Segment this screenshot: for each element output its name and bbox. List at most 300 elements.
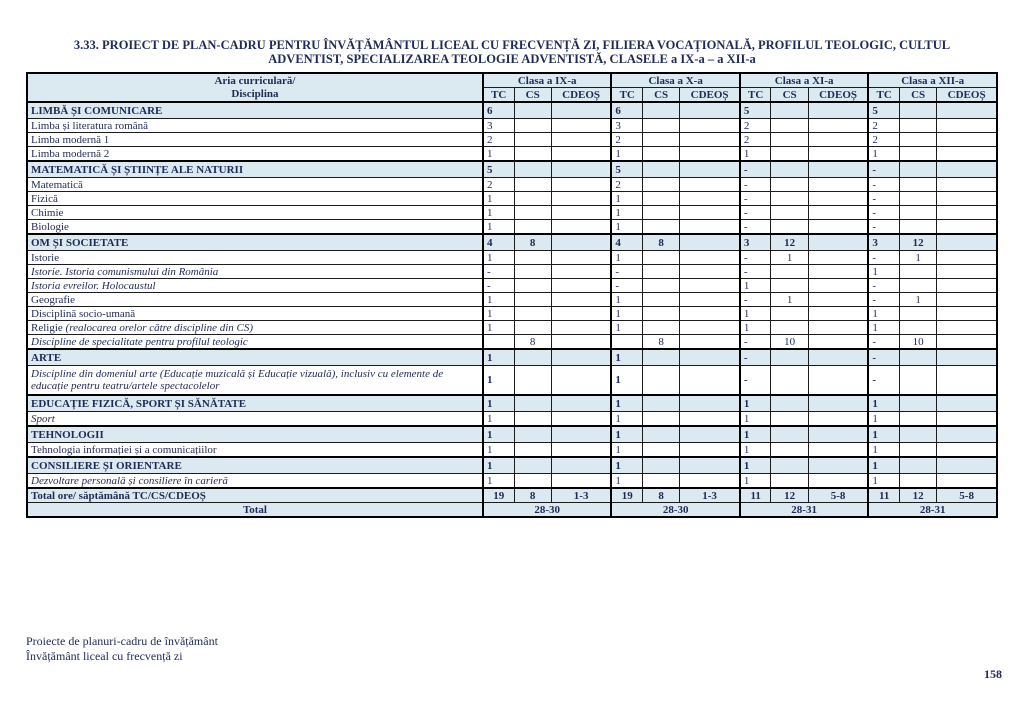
discipline-row (27, 335, 997, 350)
cell-cdeos (808, 119, 868, 133)
grand-total-cell: 28-31 (740, 503, 868, 518)
cell-cdeos (937, 251, 997, 265)
cell-cdeos (937, 474, 997, 489)
cell-tc: 1 (868, 265, 899, 279)
row-label: Disciplină socio-umană (31, 307, 136, 320)
cell-cdeos (551, 443, 611, 458)
cell-tc: 1 (483, 321, 514, 335)
cell-cdeos (551, 119, 611, 133)
cell-tc: 1 (483, 443, 514, 458)
cell-cs (514, 395, 551, 412)
cell-cdeos (680, 192, 740, 206)
cell-cdeos (551, 426, 611, 443)
discipline-row (27, 443, 997, 458)
discipline-name (27, 443, 483, 458)
subheader-tc: TC (868, 88, 899, 103)
cell-cdeos (808, 443, 868, 458)
cell-cdeos (808, 133, 868, 147)
cell-cdeos (937, 102, 997, 119)
total-cell: 12 (899, 488, 936, 503)
cell-tc: 1 (611, 474, 642, 489)
row-label: EDUCAȚIE FIZICĂ, SPORT ȘI SĂNĂTATE (31, 397, 247, 410)
cell-tc: - (740, 206, 771, 220)
cell-cs (899, 474, 936, 489)
cell-tc: 1 (868, 395, 899, 412)
cell-cs: 12 (899, 234, 936, 251)
cell-cs (514, 474, 551, 489)
cell-cs (899, 443, 936, 458)
cell-cs (643, 147, 680, 162)
category-row (27, 426, 997, 443)
cell-cs: 8 (643, 234, 680, 251)
cell-cdeos (808, 178, 868, 192)
discipline-row (27, 133, 997, 147)
subheader-tc: TC (611, 88, 642, 103)
cell-cdeos (680, 426, 740, 443)
cell-cdeos (680, 161, 740, 178)
discipline-name (27, 206, 483, 220)
cell-cdeos (551, 161, 611, 178)
cell-tc: 1 (740, 147, 771, 162)
discipline-row (27, 206, 997, 220)
cell-cs (514, 265, 551, 279)
cell-tc: 1 (611, 307, 642, 321)
cell-cdeos (937, 307, 997, 321)
discipline-name (27, 293, 483, 307)
cell-cdeos (937, 293, 997, 307)
cell-cdeos (937, 119, 997, 133)
row-label: Istoria evreilor. Holocaustul (31, 279, 156, 292)
discipline-name (27, 366, 483, 396)
cell-cs (514, 161, 551, 178)
cell-cdeos (937, 443, 997, 458)
totals-row (27, 488, 997, 503)
cell-cs (643, 307, 680, 321)
cell-cs (771, 161, 808, 178)
cell-tc: 2 (740, 119, 771, 133)
cell-cs: 8 (643, 335, 680, 350)
discipline-row (27, 178, 997, 192)
cell-cs (899, 133, 936, 147)
cell-cdeos (680, 279, 740, 293)
cell-cs (643, 349, 680, 366)
cell-cs (899, 206, 936, 220)
grand-total-row (27, 503, 997, 518)
cell-cs (643, 133, 680, 147)
cell-cs (771, 220, 808, 235)
discipline-name (27, 147, 483, 162)
category-name (27, 349, 483, 366)
discipline-row (27, 192, 997, 206)
cell-tc: - (740, 366, 771, 396)
cell-cdeos (680, 443, 740, 458)
row-label: Limba modernă 1 (31, 133, 110, 146)
cell-cs (643, 321, 680, 335)
discipline-name (27, 251, 483, 265)
total-cell: 8 (643, 488, 680, 503)
cell-cdeos (808, 457, 868, 474)
cell-tc: 3 (868, 234, 899, 251)
row-label: ARTE (31, 351, 62, 364)
cell-tc: 2 (483, 178, 514, 192)
cell-cs (899, 178, 936, 192)
header-class-x: Clasa a X-a (611, 73, 739, 88)
cell-tc: 1 (611, 220, 642, 235)
cell-cs: 1 (771, 251, 808, 265)
cell-tc: 1 (611, 412, 642, 427)
category-name (27, 457, 483, 474)
cell-tc: 2 (611, 178, 642, 192)
cell-tc: 4 (611, 234, 642, 251)
total-cell: 8 (514, 488, 551, 503)
discipline-name (27, 220, 483, 235)
discipline-row (27, 251, 997, 265)
category-row (27, 161, 997, 178)
cell-tc: - (740, 349, 771, 366)
cell-tc: - (868, 366, 899, 396)
cell-cs (514, 147, 551, 162)
cell-cdeos (937, 220, 997, 235)
row-label: TEHNOLOGII (31, 428, 104, 441)
cell-cdeos (551, 395, 611, 412)
cell-cs (771, 279, 808, 293)
cell-cs (643, 412, 680, 427)
cell-cdeos (680, 220, 740, 235)
cell-tc: 1 (611, 293, 642, 307)
cell-tc: - (868, 349, 899, 366)
cell-cdeos (680, 133, 740, 147)
row-label: Tehnologia informației și a comunicațiilor (31, 443, 217, 456)
cell-cs (643, 161, 680, 178)
cell-cdeos (937, 133, 997, 147)
cell-tc: 1 (868, 321, 899, 335)
grand-total-cell: 28-30 (483, 503, 611, 518)
cell-tc: 1 (483, 293, 514, 307)
cell-tc: 1 (483, 457, 514, 474)
discipline-name (27, 265, 483, 279)
cell-tc: 1 (740, 457, 771, 474)
header-class-ix: Clasa a IX-a (483, 73, 611, 88)
cell-cdeos (937, 366, 997, 396)
cell-tc: 1 (740, 307, 771, 321)
subheader-cdeoș: CDEOȘ (808, 88, 868, 103)
cell-tc: 1 (483, 307, 514, 321)
cell-cdeos (680, 457, 740, 474)
cell-cdeos (551, 234, 611, 251)
discipline-name (27, 279, 483, 293)
cell-cdeos (808, 321, 868, 335)
cell-cdeos (680, 366, 740, 396)
cell-cdeos (680, 251, 740, 265)
cell-cdeos (551, 335, 611, 350)
cell-cs (899, 192, 936, 206)
cell-tc: 1 (740, 321, 771, 335)
category-name (27, 395, 483, 412)
cell-cdeos (937, 279, 997, 293)
cell-tc: - (740, 161, 771, 178)
cell-cs: 8 (514, 234, 551, 251)
cell-cdeos (937, 192, 997, 206)
row-label: Dezvoltare personală și consiliere în carieră (31, 474, 228, 487)
cell-cdeos (808, 220, 868, 235)
row-label: Discipline de specialitate pentru profilul teologic (31, 335, 248, 348)
cell-cdeos (551, 307, 611, 321)
cell-tc: 6 (611, 102, 642, 119)
cell-tc: 1 (740, 443, 771, 458)
cell-cs (514, 220, 551, 235)
row-label: Biologie (31, 220, 69, 233)
cell-tc: 5 (740, 102, 771, 119)
subheader-cs: CS (643, 88, 680, 103)
discipline-row (27, 220, 997, 235)
category-name (27, 161, 483, 178)
cell-cdeos (680, 321, 740, 335)
cell-tc: - (740, 265, 771, 279)
discipline-name (27, 119, 483, 133)
cell-cdeos (680, 119, 740, 133)
category-name (27, 234, 483, 251)
cell-cs (899, 307, 936, 321)
cell-tc: 6 (483, 102, 514, 119)
subheader-cdeoș: CDEOȘ (937, 88, 997, 103)
cell-cs: 10 (899, 335, 936, 350)
footer-line-2: Învățământ liceal cu frecvență zi (26, 649, 183, 663)
cell-cs (514, 206, 551, 220)
subheader-tc: TC (483, 88, 514, 103)
cell-tc: - (740, 220, 771, 235)
cell-cdeos (937, 206, 997, 220)
cell-cdeos (937, 321, 997, 335)
subheader-cs: CS (771, 88, 808, 103)
cell-cdeos (808, 293, 868, 307)
cell-tc: - (740, 178, 771, 192)
cell-tc: - (483, 265, 514, 279)
cell-tc: 1 (611, 206, 642, 220)
cell-tc: - (740, 251, 771, 265)
cell-cs (771, 395, 808, 412)
cell-tc: - (868, 220, 899, 235)
total-cell: 5-8 (937, 488, 997, 503)
cell-cdeos (808, 234, 868, 251)
discipline-row (27, 119, 997, 133)
discipline-row (27, 321, 997, 335)
cell-cdeos (808, 265, 868, 279)
cell-cdeos (680, 293, 740, 307)
cell-cs (771, 192, 808, 206)
cell-cs (643, 366, 680, 396)
cell-tc: 5 (868, 102, 899, 119)
row-label: Istorie. Istoria comunismului din România (31, 265, 219, 278)
discipline-name (27, 412, 483, 427)
cell-cdeos (680, 147, 740, 162)
cell-cs (899, 102, 936, 119)
header-discipline (27, 73, 483, 102)
cell-cs (899, 147, 936, 162)
cell-cs (643, 192, 680, 206)
row-label: Geografie (31, 293, 75, 306)
cell-tc: 1 (740, 279, 771, 293)
cell-tc: 3 (611, 119, 642, 133)
cell-cdeos (937, 234, 997, 251)
row-label: MATEMATICĂ ȘI ȘTIINȚE ALE NATURII (31, 163, 244, 176)
discipline-name (27, 321, 483, 335)
total-cell: 1-3 (680, 488, 740, 503)
cell-cdeos (808, 251, 868, 265)
cell-cs (771, 457, 808, 474)
cell-tc: - (740, 335, 771, 350)
cell-cs (643, 220, 680, 235)
discipline-name (27, 335, 483, 350)
cell-cs: 12 (771, 234, 808, 251)
cell-cs (899, 220, 936, 235)
row-label: Limba modernă 2 (31, 147, 110, 160)
row-label: Religie (31, 321, 63, 334)
cell-cdeos (937, 412, 997, 427)
cell-cs (771, 412, 808, 427)
discipline-row (27, 279, 997, 293)
cell-cs (771, 147, 808, 162)
cell-tc: - (868, 279, 899, 293)
discipline-name (27, 307, 483, 321)
cell-cdeos (680, 265, 740, 279)
discipline-row (27, 147, 997, 162)
cell-tc: 1 (868, 147, 899, 162)
cell-cdeos (551, 265, 611, 279)
cell-tc: 1 (868, 412, 899, 427)
cell-tc: - (740, 192, 771, 206)
cell-tc: 1 (483, 412, 514, 427)
cell-cs (899, 119, 936, 133)
discipline-row (27, 412, 997, 427)
row-label: Sport (31, 412, 55, 425)
cell-tc: 2 (740, 133, 771, 147)
cell-tc: 1 (483, 426, 514, 443)
cell-cdeos (551, 192, 611, 206)
cell-cs (514, 293, 551, 307)
discipline-row (27, 307, 997, 321)
cell-cs (771, 178, 808, 192)
cell-cs (899, 457, 936, 474)
header-class-xii: Clasa a XII-a (868, 73, 997, 88)
cell-cs (514, 251, 551, 265)
cell-tc: 3 (740, 234, 771, 251)
page-title: 3.33. PROIECT DE PLAN-CADRU PENTRU ÎNVĂȚĂMÂNTUL LICEAL CU FRECVENȚĂ ZI, FILIERA VOCAȚIONALĂ, PROFILUL TEOLOGIC, CULTUL ADVENTIST, SPECIALIZAREA TEOLOGIE ADVENTISTĂ, CLASELE a IX-a – a XII-a (73, 38, 951, 66)
cell-tc: 3 (483, 119, 514, 133)
cell-cs (643, 279, 680, 293)
subheader-tc: TC (740, 88, 771, 103)
cell-cs (514, 366, 551, 396)
row-label: Matematică (31, 178, 83, 191)
discipline-name (27, 133, 483, 147)
category-row (27, 457, 997, 474)
grand-total-cell: 28-31 (868, 503, 997, 518)
cell-cs (771, 265, 808, 279)
cell-cs (771, 206, 808, 220)
cell-cs (899, 349, 936, 366)
cell-tc: 1 (868, 443, 899, 458)
cell-cdeos (808, 102, 868, 119)
cell-tc: 1 (611, 443, 642, 458)
subheader-cdeoș: CDEOȘ (680, 88, 740, 103)
cell-cs (771, 307, 808, 321)
cell-cs (899, 265, 936, 279)
cell-cdeos (680, 102, 740, 119)
cell-tc: 1 (483, 251, 514, 265)
cell-cs (514, 349, 551, 366)
discipline-row (27, 293, 997, 307)
cell-cs (899, 426, 936, 443)
cell-cs (514, 412, 551, 427)
cell-cs (643, 457, 680, 474)
cell-tc: 1 (483, 366, 514, 396)
page-number: 158 (984, 667, 1002, 681)
cell-tc: - (611, 279, 642, 293)
cell-cs (771, 366, 808, 396)
cell-cs (899, 321, 936, 335)
cell-cdeos (808, 426, 868, 443)
cell-cdeos (551, 321, 611, 335)
cell-cs (514, 307, 551, 321)
cell-cs: 10 (771, 335, 808, 350)
row-label-note: (realocarea orelor către discipline din CS) (62, 321, 254, 334)
totals-label: Total ore/ săptămână TC/CS/CDEOȘ (27, 488, 483, 503)
cell-tc: - (868, 251, 899, 265)
cell-cdeos (808, 335, 868, 350)
cell-cdeos (808, 474, 868, 489)
cell-cs: 1 (771, 293, 808, 307)
cell-cdeos (551, 457, 611, 474)
cell-cdeos (551, 133, 611, 147)
cell-cs (514, 119, 551, 133)
cell-cs (899, 366, 936, 396)
cell-cs (643, 293, 680, 307)
cell-tc: 1 (483, 349, 514, 366)
cell-cdeos (937, 178, 997, 192)
cell-cs (643, 443, 680, 458)
cell-cs (899, 279, 936, 293)
cell-tc: 5 (611, 161, 642, 178)
cell-tc: 1 (740, 426, 771, 443)
cell-cdeos (551, 220, 611, 235)
cell-cs (514, 321, 551, 335)
cell-tc: - (483, 279, 514, 293)
cell-cs (771, 474, 808, 489)
cell-tc: 1 (483, 220, 514, 235)
category-name (27, 102, 483, 119)
discipline-name (27, 474, 483, 489)
cell-tc: 4 (483, 234, 514, 251)
header-label-discipline: Disciplina (231, 87, 279, 100)
cell-cdeos (937, 457, 997, 474)
cell-cdeos (808, 395, 868, 412)
cell-tc: - (868, 178, 899, 192)
cell-tc (483, 335, 514, 350)
cell-cdeos (808, 279, 868, 293)
cell-cs (514, 192, 551, 206)
cell-tc: 1 (868, 426, 899, 443)
subheader-cs: CS (514, 88, 551, 103)
cell-cs (771, 443, 808, 458)
cell-cs (899, 161, 936, 178)
cell-cdeos (551, 293, 611, 307)
cell-cs: 1 (899, 251, 936, 265)
cell-tc: 2 (868, 133, 899, 147)
cell-cdeos (551, 147, 611, 162)
cell-cs (771, 102, 808, 119)
cell-cs (514, 426, 551, 443)
cell-cdeos (551, 206, 611, 220)
cell-tc: 1 (611, 395, 642, 412)
